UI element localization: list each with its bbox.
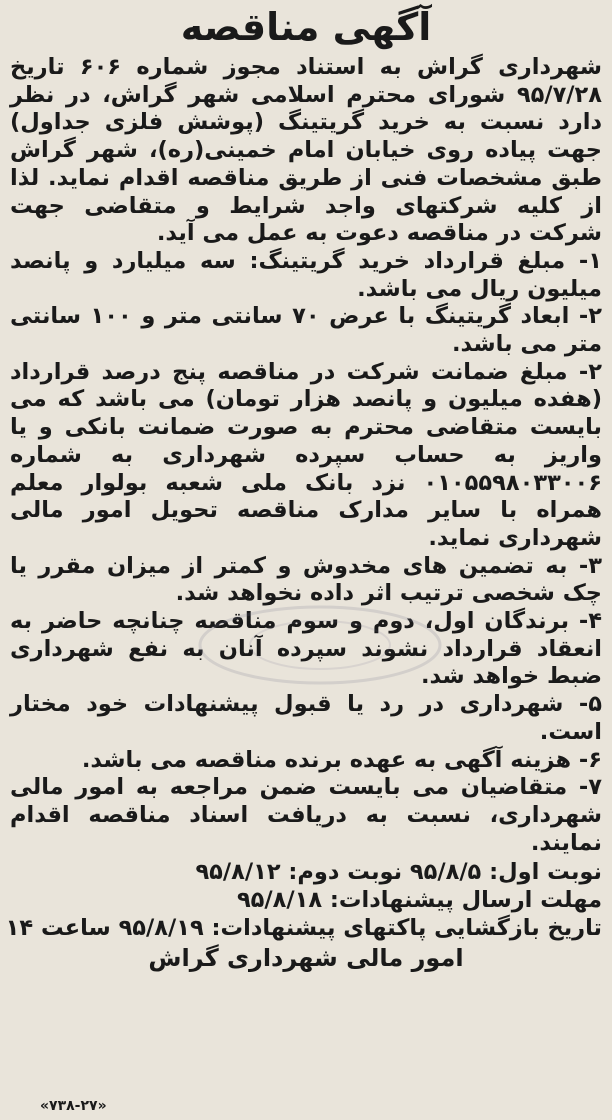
signature: امور مالی شهرداری گراش (148, 943, 464, 972)
notice-code: «۷۳۸-۲۷» (40, 1098, 107, 1114)
intro-paragraph: شهرداری گراش به استناد مجوز شماره ۶۰۶ تاریخ ۹۵/۷/۲۸ شورای محترم اسلامی شهر گراش، در نظر دارد نسبت به خرید گریتینگ (پوشش فلزی جداول) جهت پیاده روی خیابان امام خمینی(ره)، شهر گراش طبق مشخصات فنی از طریق مناقصه اقدام نماید. لذا از کلیه شرکتهای واجد شرایط و متقاضی جهت شرکت در مناقصه دعوت به عمل می آید. (10, 54, 602, 247)
submission-deadline: مهلت ارسال پیشنهادات: ۹۵/۸/۱۸ (236, 887, 602, 914)
condition-item: ۲- ابعاد گریتینگ با عرض ۷۰ سانتی متر و ۱۰۰ سانتی متر می باشد. (10, 303, 603, 358)
opening-date: تاریخ بازگشایی پاکتهای پیشنهادات: ۹۵/۸/۱۹ ساعت ۱۴ (5, 914, 602, 941)
condition-item: ۱- مبلغ قرارداد خرید گریتینگ: سه میلیارد و پانصد میلیون ریال می باشد. (10, 247, 602, 302)
condition-item: ۵- شهرداری در رد یا قبول پیشنهادات خود مختار است. (10, 691, 602, 745)
publication-dates: نوبت اول: ۹۵/۸/۵ نوبت دوم: ۹۵/۸/۱۲ (195, 859, 602, 886)
condition-item: ۶- هزینه آگهی به عهده برنده مناقصه می باشد. (81, 746, 602, 773)
condition-item: ۲- مبلغ ضمانت شرکت در مناقصه پنج درصد قرارداد (هفده میلیون و پانصد هزار تومان) می باشد که می بایست متقاضی محترم به صورت ضمانت بانکی و یا واریز به حساب سپرده شهرداری به شماره ۰۱۰۵۵۹۸۰۳۳۰۰۶ نزد بانک ملی شعبه بولوار معلم همراه با سایر مدارک مناقصه تحویل امور مالی شهرداری نماید. (10, 358, 602, 551)
notice-title: آگهی مناقصه (180, 5, 432, 49)
condition-item: ۷- متقاضیان می بایست ضمن مراجعه به امور مالی شهرداری، نسبت به دریافت اسناد مناقصه اقدام نمایند. (10, 774, 602, 856)
condition-item: ۴- برندگان اول، دوم و سوم مناقصه چنانچه حاضر به انعقاد قرارداد نشوند سپرده آنان به نفع شهرداری ضبط خواهد شد. (10, 608, 602, 690)
conditions-list (10, 248, 602, 857)
condition-item: ۳- به تضمین های مخدوش و کمتر از میزان مقرر یا چک شخصی ترتیب اثر داده نخواهد شد. (10, 552, 602, 607)
schedule-block (5, 859, 602, 942)
